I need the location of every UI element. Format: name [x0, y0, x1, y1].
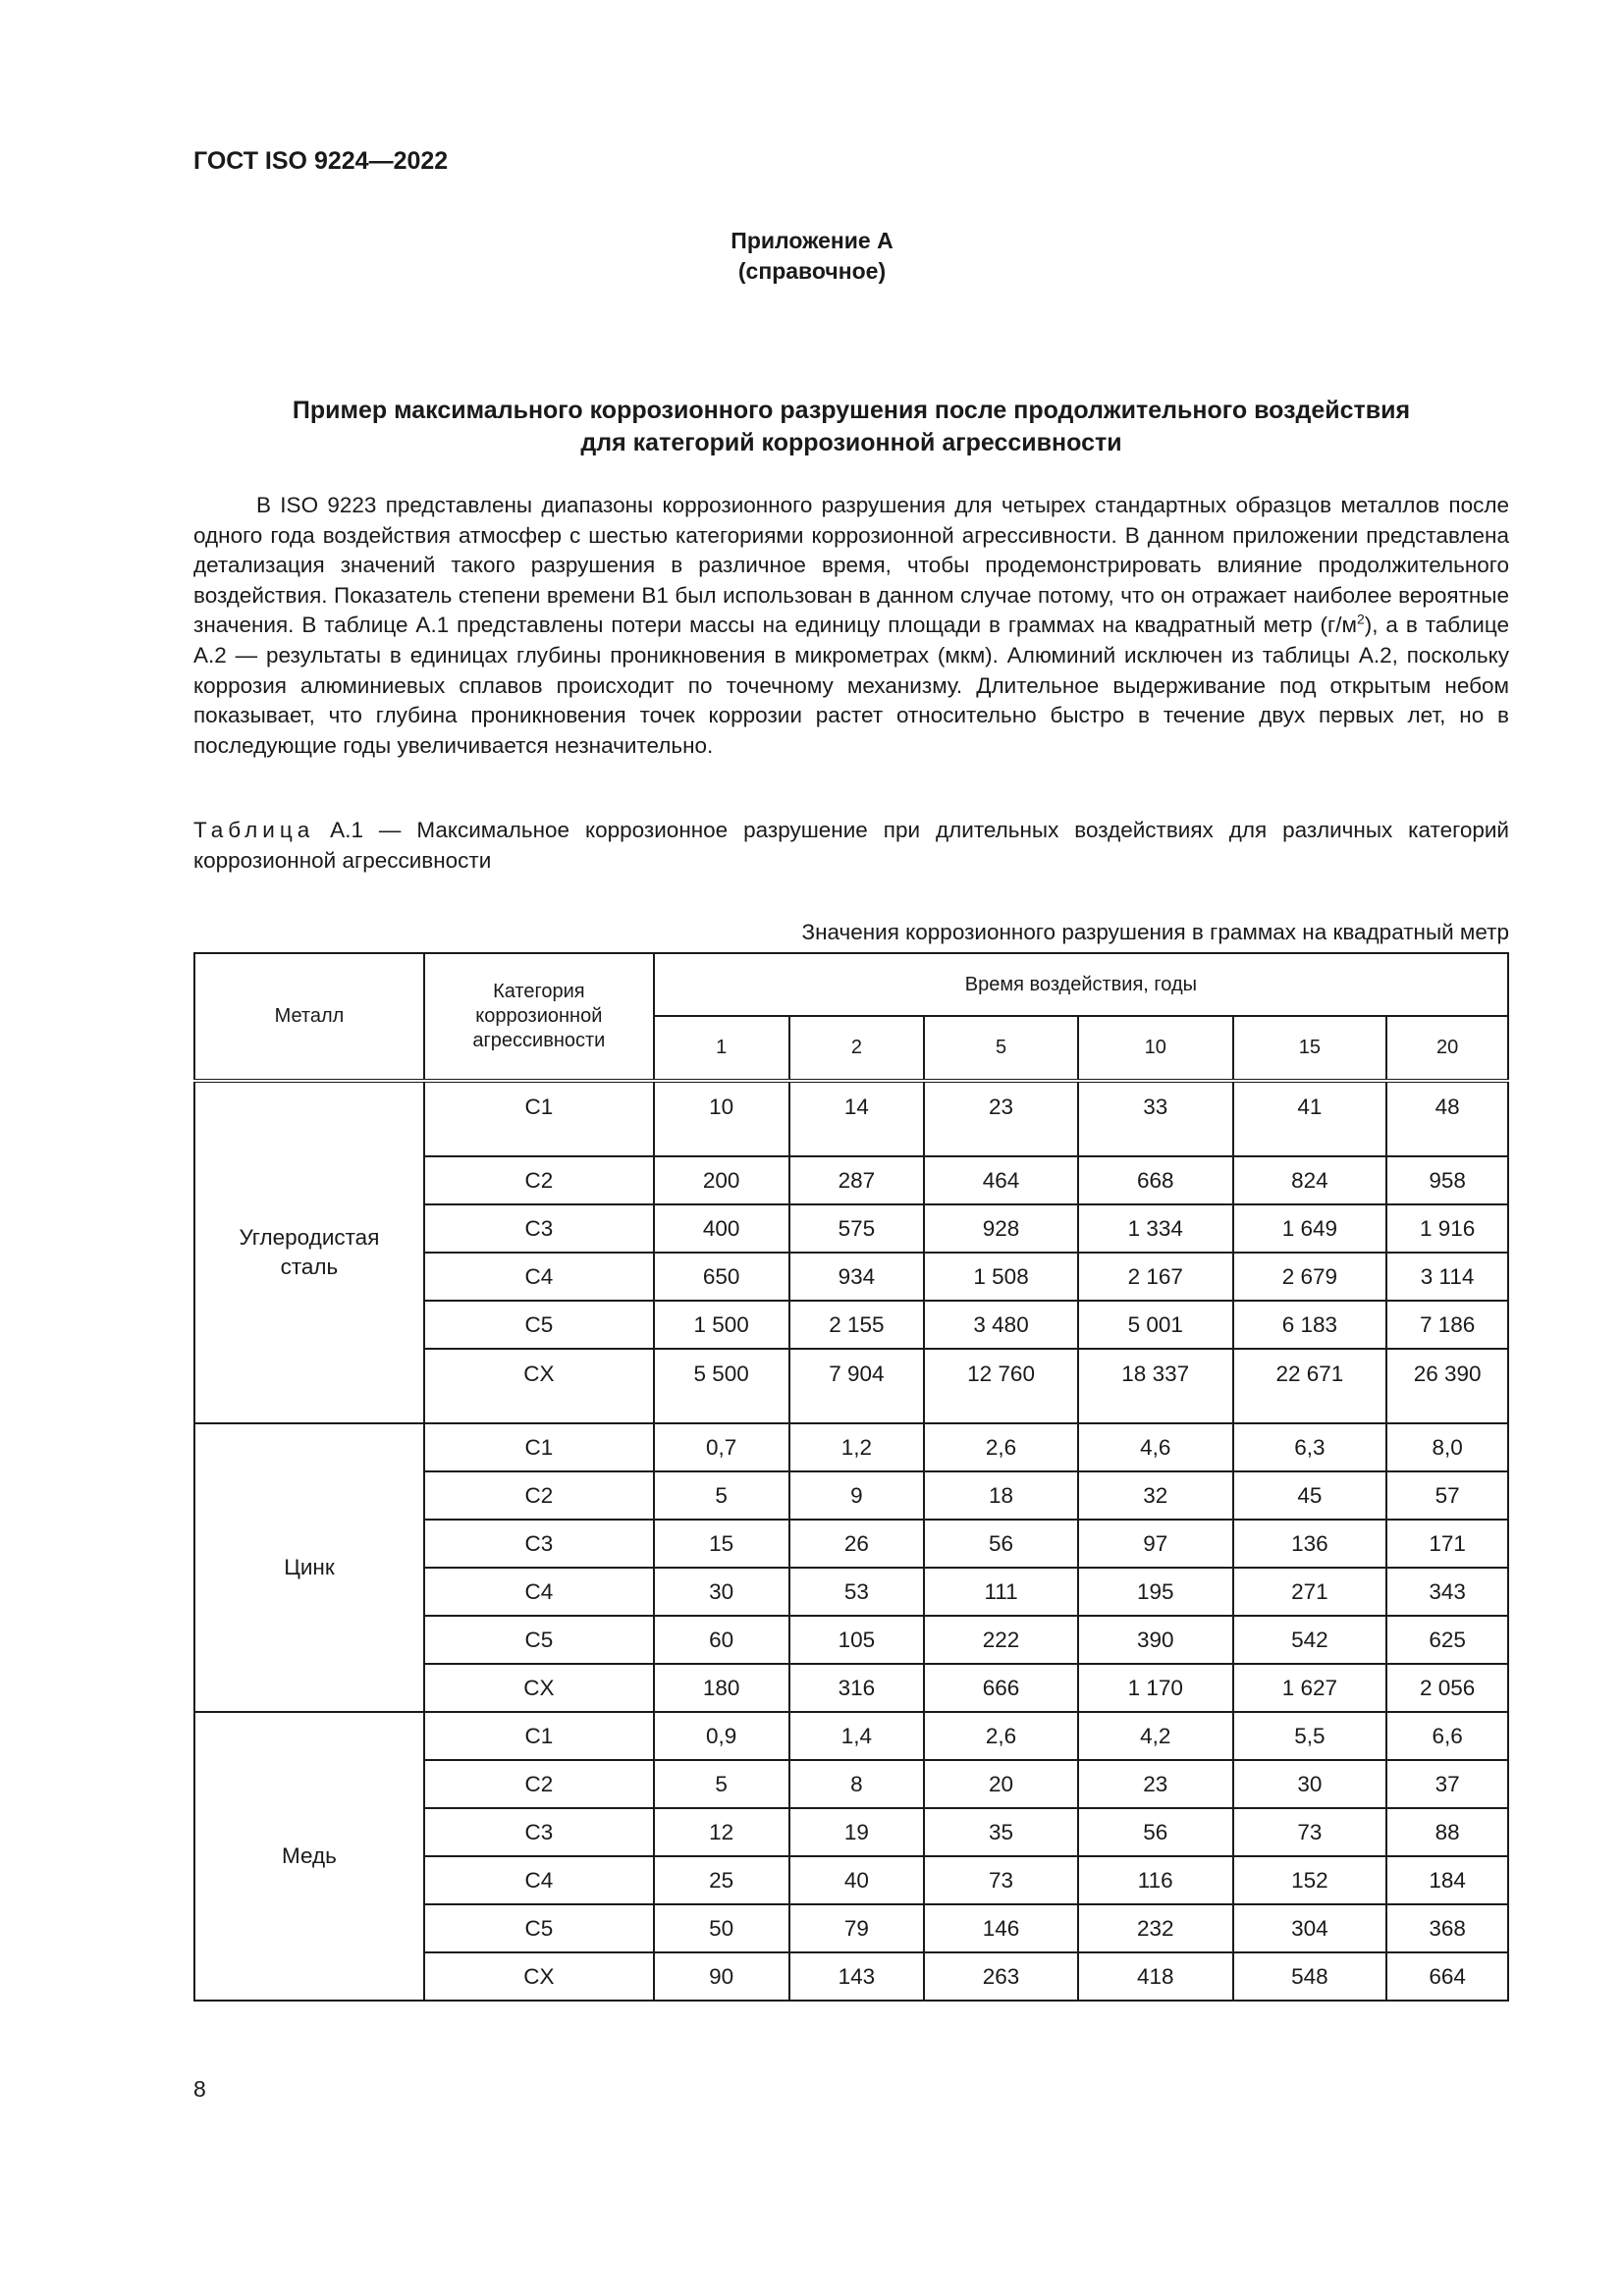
- value-cell: 195: [1078, 1568, 1233, 1616]
- header-year: 5: [924, 1016, 1078, 1081]
- value-cell: 200: [654, 1156, 789, 1204]
- value-cell: 20: [924, 1760, 1078, 1808]
- value-cell: 10: [654, 1081, 789, 1156]
- value-cell: 26 390: [1386, 1349, 1508, 1423]
- value-cell: 143: [789, 1952, 925, 2001]
- category-cell: C3: [424, 1520, 654, 1568]
- metal-name: Углеродистая сталь: [194, 1081, 424, 1423]
- value-cell: 32: [1078, 1471, 1233, 1520]
- document-code: ГОСТ ISO 9224—2022: [193, 147, 449, 175]
- value-cell: 9: [789, 1471, 925, 1520]
- value-cell: 418: [1078, 1952, 1233, 2001]
- superscript: 2: [1356, 611, 1365, 627]
- annex-heading: [0, 226, 1624, 287]
- value-cell: 23: [924, 1081, 1078, 1156]
- value-cell: 4,2: [1078, 1712, 1233, 1760]
- value-cell: 5: [654, 1760, 789, 1808]
- value-cell: 15: [654, 1520, 789, 1568]
- value-cell: 53: [789, 1568, 925, 1616]
- value-cell: 958: [1386, 1156, 1508, 1204]
- metal-name: Медь: [194, 1712, 424, 2001]
- annex-title: Приложение А: [731, 228, 893, 253]
- value-cell: 1 916: [1386, 1204, 1508, 1253]
- value-cell: 6 183: [1233, 1301, 1387, 1349]
- value-cell: 928: [924, 1204, 1078, 1253]
- value-cell: 664: [1386, 1952, 1508, 2001]
- category-cell: C4: [424, 1568, 654, 1616]
- value-cell: 18: [924, 1471, 1078, 1520]
- table-caption-label: Таблица: [193, 818, 315, 842]
- value-cell: 368: [1386, 1904, 1508, 1952]
- value-cell: 41: [1233, 1081, 1387, 1156]
- category-cell: CX: [424, 1349, 654, 1423]
- category-cell: C2: [424, 1156, 654, 1204]
- value-cell: 0,9: [654, 1712, 789, 1760]
- value-cell: 650: [654, 1253, 789, 1301]
- value-cell: 180: [654, 1664, 789, 1712]
- paragraph-text-part-2: ), а в таблице А.2 — результаты в единицах глубины проникновения в микрометрах (мкм). Алюминий исключен из таблицы А.2, поскольку коррозия алюминиевых сплавов происходит по точечному механизму. Длительное выдерживание под открытым небом показывает, что глубина проникновения точек коррозии растет относительно быстро в течение двух первых лет, но в последующие годы увеличивается незначительно.: [193, 613, 1509, 758]
- value-cell: 1,4: [789, 1712, 925, 1760]
- table-caption-text: А.1 — Максимальное коррозионное разрушение при длительных воздействиях для различных категорий коррозионной агрессивности: [193, 818, 1509, 873]
- value-cell: 105: [789, 1616, 925, 1664]
- category-cell: CX: [424, 1952, 654, 2001]
- value-cell: 668: [1078, 1156, 1233, 1204]
- value-cell: 111: [924, 1568, 1078, 1616]
- header-year: 1: [654, 1016, 789, 1081]
- category-cell: C4: [424, 1856, 654, 1904]
- header-exposure-time: Время воздействия, годы: [654, 953, 1508, 1016]
- value-cell: 30: [654, 1568, 789, 1616]
- table-row: [194, 1712, 1508, 1760]
- category-cell: C3: [424, 1808, 654, 1856]
- header-category: Категория коррозионной агрессивности: [424, 953, 654, 1081]
- value-cell: 1 508: [924, 1253, 1078, 1301]
- value-cell: 287: [789, 1156, 925, 1204]
- body-paragraph: [193, 491, 1509, 761]
- value-cell: 50: [654, 1904, 789, 1952]
- value-cell: 232: [1078, 1904, 1233, 1952]
- value-cell: 88: [1386, 1808, 1508, 1856]
- value-cell: 2 167: [1078, 1253, 1233, 1301]
- value-cell: 56: [1078, 1808, 1233, 1856]
- value-cell: 8: [789, 1760, 925, 1808]
- category-cell: C3: [424, 1204, 654, 1253]
- value-cell: 222: [924, 1616, 1078, 1664]
- category-cell: C2: [424, 1471, 654, 1520]
- value-cell: 0,7: [654, 1423, 789, 1471]
- value-cell: 1 500: [654, 1301, 789, 1349]
- category-cell: C4: [424, 1253, 654, 1301]
- value-cell: 4,6: [1078, 1423, 1233, 1471]
- value-cell: 18 337: [1078, 1349, 1233, 1423]
- page-number: 8: [193, 2076, 206, 2102]
- value-cell: 19: [789, 1808, 925, 1856]
- value-cell: 7 904: [789, 1349, 925, 1423]
- value-cell: 35: [924, 1808, 1078, 1856]
- value-cell: 37: [1386, 1760, 1508, 1808]
- value-cell: 6,6: [1386, 1712, 1508, 1760]
- table-row: [194, 1081, 1508, 1156]
- value-cell: 548: [1233, 1952, 1387, 2001]
- value-cell: 57: [1386, 1471, 1508, 1520]
- value-cell: 1 649: [1233, 1204, 1387, 1253]
- value-cell: 2 056: [1386, 1664, 1508, 1712]
- value-cell: 171: [1386, 1520, 1508, 1568]
- value-cell: 56: [924, 1520, 1078, 1568]
- value-cell: 30: [1233, 1760, 1387, 1808]
- value-cell: 12: [654, 1808, 789, 1856]
- value-cell: 73: [924, 1856, 1078, 1904]
- category-cell: C1: [424, 1712, 654, 1760]
- value-cell: 26: [789, 1520, 925, 1568]
- category-cell: C5: [424, 1904, 654, 1952]
- value-cell: 625: [1386, 1616, 1508, 1664]
- value-cell: 7 186: [1386, 1301, 1508, 1349]
- section-title-line-2: для категорий коррозионной агрессивности: [580, 429, 1122, 456]
- value-cell: 5 001: [1078, 1301, 1233, 1349]
- annex-type: (справочное): [737, 258, 887, 284]
- value-cell: 116: [1078, 1856, 1233, 1904]
- value-cell: 666: [924, 1664, 1078, 1712]
- value-cell: 97: [1078, 1520, 1233, 1568]
- category-cell: C1: [424, 1423, 654, 1471]
- paragraph-text-part-1: В ISO 9223 представлены диапазоны коррозионного разрушения для четырех стандартных образцов металлов после одного года воздействия атмосфер с шестью категориями коррозионной агрессивности. В данном приложении представлена детализация значений такого разрушения в различное время, чтобы продемонстрировать влияние продолжительного воздействия. Показатель степени времени B1 был использован в данном случае потому, что он отражает наиболее вероятные значения. В таблице А.1 представлены потери массы на единицу площади в граммах на квадратный метр (г/м: [193, 493, 1509, 638]
- value-cell: 5 500: [654, 1349, 789, 1423]
- table-caption: [193, 816, 1509, 876]
- value-cell: 2,6: [924, 1712, 1078, 1760]
- value-cell: 343: [1386, 1568, 1508, 1616]
- value-cell: 60: [654, 1616, 789, 1664]
- value-cell: 146: [924, 1904, 1078, 1952]
- value-cell: 575: [789, 1204, 925, 1253]
- category-cell: CX: [424, 1664, 654, 1712]
- value-cell: 45: [1233, 1471, 1387, 1520]
- value-cell: 136: [1233, 1520, 1387, 1568]
- value-cell: 184: [1386, 1856, 1508, 1904]
- table-row: [194, 1423, 1508, 1471]
- category-cell: C2: [424, 1760, 654, 1808]
- value-cell: 824: [1233, 1156, 1387, 1204]
- value-cell: 5: [654, 1471, 789, 1520]
- value-cell: 8,0: [1386, 1423, 1508, 1471]
- value-cell: 22 671: [1233, 1349, 1387, 1423]
- header-year: 15: [1233, 1016, 1387, 1081]
- table-units-note: Значения коррозионного разрушения в граммах на квадратный метр: [801, 920, 1509, 944]
- category-cell: C5: [424, 1616, 654, 1664]
- header-year: 20: [1386, 1016, 1508, 1081]
- header-year: 10: [1078, 1016, 1233, 1081]
- value-cell: 3 480: [924, 1301, 1078, 1349]
- header-year: 2: [789, 1016, 925, 1081]
- section-title: [193, 395, 1509, 459]
- value-cell: 2,6: [924, 1423, 1078, 1471]
- value-cell: 12 760: [924, 1349, 1078, 1423]
- value-cell: 2 679: [1233, 1253, 1387, 1301]
- value-cell: 542: [1233, 1616, 1387, 1664]
- value-cell: 33: [1078, 1081, 1233, 1156]
- value-cell: 79: [789, 1904, 925, 1952]
- value-cell: 263: [924, 1952, 1078, 2001]
- metal-name: Цинк: [194, 1423, 424, 1712]
- value-cell: 316: [789, 1664, 925, 1712]
- value-cell: 73: [1233, 1808, 1387, 1856]
- value-cell: 2 155: [789, 1301, 925, 1349]
- value-cell: 1 170: [1078, 1664, 1233, 1712]
- header-metal: Металл: [194, 953, 424, 1081]
- value-cell: 304: [1233, 1904, 1387, 1952]
- value-cell: 400: [654, 1204, 789, 1253]
- value-cell: 90: [654, 1952, 789, 2001]
- category-cell: C1: [424, 1081, 654, 1156]
- section-title-line-1: Пример максимального коррозионного разрушения после продолжительного воздействия: [292, 397, 1411, 424]
- value-cell: 3 114: [1386, 1253, 1508, 1301]
- value-cell: 5,5: [1233, 1712, 1387, 1760]
- value-cell: 1,2: [789, 1423, 925, 1471]
- value-cell: 48: [1386, 1081, 1508, 1156]
- value-cell: 934: [789, 1253, 925, 1301]
- value-cell: 271: [1233, 1568, 1387, 1616]
- value-cell: 25: [654, 1856, 789, 1904]
- value-cell: 6,3: [1233, 1423, 1387, 1471]
- value-cell: 152: [1233, 1856, 1387, 1904]
- value-cell: 390: [1078, 1616, 1233, 1664]
- value-cell: 1 334: [1078, 1204, 1233, 1253]
- value-cell: 23: [1078, 1760, 1233, 1808]
- category-cell: C5: [424, 1301, 654, 1349]
- value-cell: 1 627: [1233, 1664, 1387, 1712]
- value-cell: 464: [924, 1156, 1078, 1204]
- corrosion-table: [193, 952, 1509, 2002]
- value-cell: 14: [789, 1081, 925, 1156]
- value-cell: 40: [789, 1856, 925, 1904]
